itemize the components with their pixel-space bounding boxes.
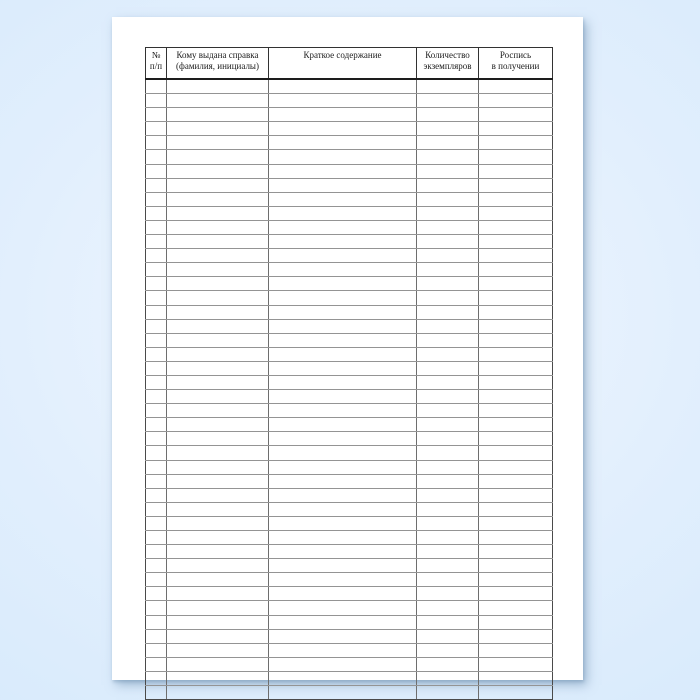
table-row <box>146 333 553 347</box>
table-row <box>146 531 553 545</box>
table-cell <box>417 206 479 220</box>
table-cell <box>167 108 269 122</box>
table-cell <box>417 460 479 474</box>
table-cell <box>167 601 269 615</box>
table-cell <box>146 559 167 573</box>
table-cell <box>146 488 167 502</box>
table-cell <box>479 502 553 516</box>
table-row <box>146 573 553 587</box>
table-cell <box>479 235 553 249</box>
table-cell <box>167 164 269 178</box>
table-cell <box>146 192 167 206</box>
table-cell <box>269 122 417 136</box>
table-cell <box>269 94 417 108</box>
table-cell <box>479 629 553 643</box>
table-cell <box>146 235 167 249</box>
table-cell <box>146 333 167 347</box>
header-line: п/п <box>149 61 163 71</box>
table-row <box>146 277 553 291</box>
table-cell <box>417 531 479 545</box>
table-cell <box>269 418 417 432</box>
table-cell <box>479 305 553 319</box>
table-cell <box>146 587 167 601</box>
table-cell <box>269 545 417 559</box>
table-cell <box>269 629 417 643</box>
table-cell <box>479 601 553 615</box>
table-cell <box>146 347 167 361</box>
table-cell <box>479 531 553 545</box>
table-cell <box>167 79 269 94</box>
table-cell <box>417 474 479 488</box>
table-cell <box>417 657 479 671</box>
table-cell <box>146 150 167 164</box>
table-row <box>146 263 553 277</box>
table-cell <box>167 657 269 671</box>
table-cell <box>167 249 269 263</box>
table-cell <box>146 319 167 333</box>
table-cell <box>167 671 269 685</box>
table-cell <box>479 418 553 432</box>
table-cell <box>417 291 479 305</box>
table-row <box>146 460 553 474</box>
column-header-number <box>146 48 167 80</box>
table-row <box>146 671 553 685</box>
table-cell <box>417 418 479 432</box>
table-cell <box>146 531 167 545</box>
table-cell <box>167 573 269 587</box>
table-row <box>146 305 553 319</box>
table-row <box>146 164 553 178</box>
table-row <box>146 136 553 150</box>
table-cell <box>417 601 479 615</box>
table-cell <box>269 361 417 375</box>
table-cell <box>479 460 553 474</box>
table-cell <box>417 615 479 629</box>
table-cell <box>167 206 269 220</box>
document-page <box>112 17 583 680</box>
table-cell <box>167 446 269 460</box>
table-cell <box>167 178 269 192</box>
table-cell <box>167 220 269 234</box>
table-cell <box>167 531 269 545</box>
table-row <box>146 361 553 375</box>
table-cell <box>417 122 479 136</box>
table-cell <box>417 587 479 601</box>
table-cell <box>167 587 269 601</box>
table-cell <box>479 333 553 347</box>
table-cell <box>269 277 417 291</box>
table-cell <box>146 136 167 150</box>
table-cell <box>269 220 417 234</box>
header-line: Кому выдана справка <box>176 50 259 60</box>
table-cell <box>269 235 417 249</box>
table-cell <box>167 235 269 249</box>
table-cell <box>269 559 417 573</box>
header-line: (фамилия, инициалы) <box>176 61 259 71</box>
table-cell <box>269 291 417 305</box>
table-cell <box>167 488 269 502</box>
table-row <box>146 418 553 432</box>
table-cell <box>269 79 417 94</box>
table-cell <box>479 516 553 530</box>
table-row <box>146 587 553 601</box>
table-row <box>146 601 553 615</box>
table-cell <box>146 657 167 671</box>
table-cell <box>417 94 479 108</box>
table-cell <box>417 559 479 573</box>
table-cell <box>167 136 269 150</box>
table-cell <box>146 108 167 122</box>
table-cell <box>146 94 167 108</box>
table-cell <box>417 390 479 404</box>
table-cell <box>269 206 417 220</box>
table-cell <box>479 150 553 164</box>
table-cell <box>417 375 479 389</box>
table-cell <box>417 136 479 150</box>
table-cell <box>146 164 167 178</box>
table-row <box>146 122 553 136</box>
table-cell <box>167 390 269 404</box>
table-row <box>146 178 553 192</box>
table-row <box>146 629 553 643</box>
table-cell <box>417 502 479 516</box>
table-cell <box>269 319 417 333</box>
table-cell <box>146 601 167 615</box>
table-cell <box>479 375 553 389</box>
table-cell <box>269 488 417 502</box>
table-cell <box>479 277 553 291</box>
table-cell <box>269 404 417 418</box>
table-cell <box>479 361 553 375</box>
table-cell <box>269 601 417 615</box>
table-cell <box>146 178 167 192</box>
table-cell <box>269 333 417 347</box>
table-cell <box>269 263 417 277</box>
table-cell <box>269 643 417 657</box>
table-cell <box>417 671 479 685</box>
table-row <box>146 404 553 418</box>
table-cell <box>417 263 479 277</box>
table-cell <box>146 404 167 418</box>
table-cell <box>269 516 417 530</box>
table-cell <box>417 305 479 319</box>
header-line: экземпляров <box>423 61 472 71</box>
table-cell <box>146 474 167 488</box>
table-cell <box>479 79 553 94</box>
table-cell <box>479 319 553 333</box>
table-cell <box>167 94 269 108</box>
table-cell <box>146 220 167 234</box>
table-cell <box>146 277 167 291</box>
table-cell <box>167 404 269 418</box>
table-cell <box>417 686 479 700</box>
table-cell <box>146 643 167 657</box>
table-cell <box>167 361 269 375</box>
table-row <box>146 446 553 460</box>
table-cell <box>167 432 269 446</box>
table-cell <box>479 390 553 404</box>
table-cell <box>146 305 167 319</box>
table-cell <box>479 686 553 700</box>
table-row <box>146 516 553 530</box>
table-row <box>146 559 553 573</box>
table-row <box>146 390 553 404</box>
table-cell <box>146 460 167 474</box>
table-cell <box>167 516 269 530</box>
table-cell <box>417 108 479 122</box>
table-row <box>146 432 553 446</box>
table-row <box>146 192 553 206</box>
table-row <box>146 79 553 94</box>
table-cell <box>146 263 167 277</box>
table-cell <box>269 249 417 263</box>
table-cell <box>417 488 479 502</box>
table-cell <box>167 150 269 164</box>
table-cell <box>479 249 553 263</box>
table-cell <box>269 108 417 122</box>
table-cell <box>167 545 269 559</box>
header-row <box>146 48 553 80</box>
table-cell <box>167 319 269 333</box>
table-cell <box>167 305 269 319</box>
table-cell <box>269 686 417 700</box>
table-cell <box>269 615 417 629</box>
table-cell <box>479 192 553 206</box>
table-cell <box>146 122 167 136</box>
header-line: Роспись <box>499 50 532 60</box>
table-cell <box>269 164 417 178</box>
table-cell <box>417 220 479 234</box>
table-cell <box>167 277 269 291</box>
table-row <box>146 643 553 657</box>
table-row <box>146 657 553 671</box>
table-cell <box>417 178 479 192</box>
table-cell <box>167 686 269 700</box>
table-cell <box>417 432 479 446</box>
table-cell <box>417 164 479 178</box>
table-cell <box>146 516 167 530</box>
column-header-summary <box>269 48 417 80</box>
table-cell <box>417 446 479 460</box>
table-cell <box>479 573 553 587</box>
table-cell <box>146 432 167 446</box>
table-row <box>146 108 553 122</box>
table-cell <box>167 643 269 657</box>
table-cell <box>269 150 417 164</box>
table-cell <box>167 460 269 474</box>
table-cell <box>146 390 167 404</box>
table-row <box>146 347 553 361</box>
table-cell <box>146 291 167 305</box>
table-cell <box>417 249 479 263</box>
table-cell <box>479 263 553 277</box>
table-cell <box>167 347 269 361</box>
table-cell <box>269 305 417 319</box>
table-body <box>146 79 553 700</box>
table-cell <box>167 333 269 347</box>
table-cell <box>167 502 269 516</box>
table-cell <box>417 277 479 291</box>
table-cell <box>146 206 167 220</box>
table-cell <box>417 150 479 164</box>
table-cell <box>146 375 167 389</box>
table-row <box>146 615 553 629</box>
table-row <box>146 319 553 333</box>
table-cell <box>146 502 167 516</box>
header-line: в получении <box>491 61 540 71</box>
table-cell <box>269 587 417 601</box>
table-cell <box>269 432 417 446</box>
table-cell <box>269 446 417 460</box>
table-row <box>146 488 553 502</box>
table-cell <box>269 347 417 361</box>
table-row <box>146 686 553 700</box>
table-cell <box>167 122 269 136</box>
table-cell <box>417 361 479 375</box>
table-cell <box>479 587 553 601</box>
header-line: Количество <box>425 50 470 60</box>
table-cell <box>417 516 479 530</box>
table-cell <box>417 319 479 333</box>
table-header <box>146 48 553 80</box>
table-cell <box>479 136 553 150</box>
table-row <box>146 474 553 488</box>
header-line: № <box>151 50 161 60</box>
table-cell <box>167 263 269 277</box>
table-cell <box>146 629 167 643</box>
table-cell <box>269 573 417 587</box>
table-row <box>146 545 553 559</box>
table-cell <box>479 94 553 108</box>
table-cell <box>417 573 479 587</box>
column-header-issued-to <box>167 48 269 80</box>
table-cell <box>417 192 479 206</box>
table-cell <box>417 333 479 347</box>
table-cell <box>479 559 553 573</box>
table-cell <box>417 545 479 559</box>
table-cell <box>269 460 417 474</box>
table-cell <box>146 418 167 432</box>
table-cell <box>479 404 553 418</box>
table-cell <box>146 671 167 685</box>
table-cell <box>479 347 553 361</box>
table-cell <box>479 164 553 178</box>
column-header-copies <box>417 48 479 80</box>
table-cell <box>146 446 167 460</box>
table-cell <box>479 657 553 671</box>
table-cell <box>146 79 167 94</box>
table-cell <box>479 108 553 122</box>
table-cell <box>269 502 417 516</box>
table-cell <box>269 531 417 545</box>
table-cell <box>269 375 417 389</box>
table-cell <box>417 643 479 657</box>
table-cell <box>146 615 167 629</box>
table-cell <box>146 573 167 587</box>
table-cell <box>269 390 417 404</box>
table-row <box>146 150 553 164</box>
table-cell <box>167 291 269 305</box>
table-cell <box>479 206 553 220</box>
table-cell <box>417 404 479 418</box>
table-cell <box>479 488 553 502</box>
table-cell <box>417 79 479 94</box>
table-cell <box>269 136 417 150</box>
table-cell <box>269 657 417 671</box>
table-cell <box>269 671 417 685</box>
table-row <box>146 291 553 305</box>
table-cell <box>479 545 553 559</box>
table-cell <box>479 291 553 305</box>
register-table <box>145 47 553 700</box>
table-row <box>146 235 553 249</box>
table-cell <box>269 192 417 206</box>
table-cell <box>479 122 553 136</box>
table-cell <box>146 249 167 263</box>
table-cell <box>146 545 167 559</box>
table-cell <box>146 686 167 700</box>
table-cell <box>479 671 553 685</box>
table-cell <box>269 474 417 488</box>
table-row <box>146 249 553 263</box>
table-cell <box>417 235 479 249</box>
header-line: Краткое содержание <box>303 50 382 60</box>
table-cell <box>479 643 553 657</box>
table-row <box>146 375 553 389</box>
column-header-signature <box>479 48 553 80</box>
table-cell <box>417 347 479 361</box>
table-cell <box>269 178 417 192</box>
table-cell <box>479 446 553 460</box>
table-row <box>146 220 553 234</box>
table-cell <box>167 418 269 432</box>
table-row <box>146 502 553 516</box>
table-cell <box>479 615 553 629</box>
table-cell <box>167 559 269 573</box>
table-cell <box>417 629 479 643</box>
table-cell <box>167 375 269 389</box>
table-row <box>146 206 553 220</box>
table-cell <box>479 432 553 446</box>
table-cell <box>167 192 269 206</box>
table-cell <box>479 474 553 488</box>
table-cell <box>479 220 553 234</box>
table-row <box>146 94 553 108</box>
table-cell <box>167 615 269 629</box>
table-cell <box>479 178 553 192</box>
table-cell <box>146 361 167 375</box>
table-cell <box>167 474 269 488</box>
table-cell <box>167 629 269 643</box>
